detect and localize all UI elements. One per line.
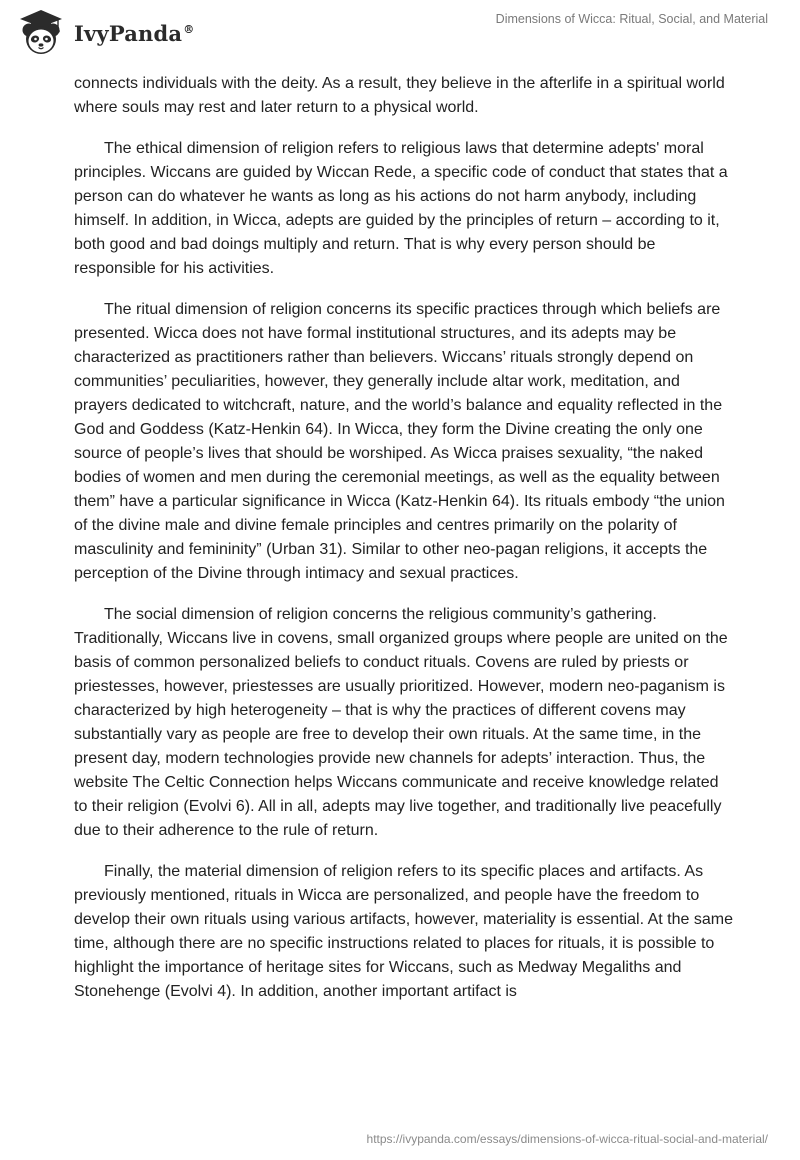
- paragraph-ritual-dimension: The ritual dimension of religion concerns its specific practices through which beliefs are presented. Wicca does not have formal institutional structures, and its adepts may be characterized as practitioners rather than believers. Wiccans’ rituals strongly depend on communities’ peculiarities, however, they generally include altar work, meditation, and prayers dedicated to witchcraft, nature, and the world’s balance and equality reflected in the God and Goddess (Katz-Henkin 64). In Wicca, they form the Divine creating the only one source of people’s lives that should be worshiped. As Wicca praises sexuality, “the naked bodies of women and men during the ceremonial meetings, as well as the equality between them” have a particular significance in Wicca (Katz-Henkin 64). Its rituals embody “the union of the divine male and divine female principles and centres primarily on the polarity of masculinity and femininity” (Urban 31). Similar to other neo-pagan religions, it accepts the perception of the Divine through intimacy and sexual practices.: [74, 301, 725, 582]
- paragraph-continuation: connects individuals with the deity. As a result, they believe in the afterlife in a spiritual world where souls may rest and later return to a physical world.: [74, 75, 725, 116]
- paragraph-social-dimension: The social dimension of religion concerns the religious community’s gathering. Traditionally, Wiccans live in covens, small organized groups where people are united on the basis of common personalized beliefs to conduct rituals. Covens are ruled by priests or priestesses, however, priestesses are usually prioritized. However, modern neo-paganism is characterized by high heterogeneity – that is why the practices of different covens may substantially vary as people are free to develop their own rituals. At the same time, in the present day, modern technologies provide new channels for adepts’ interaction. Thus, the website The Celtic Connection helps Wiccans communicate and receive knowledge related to their religion (Evolvi 6). All in all, adepts may live together, and traditionally live peacefully due to their adherence to the rule of return.: [74, 606, 728, 839]
- panda-graduation-cap-icon: [14, 6, 68, 60]
- document-title: Dimensions of Wicca: Ritual, Social, and Material: [495, 12, 768, 26]
- brand-logo[interactable]: [14, 6, 194, 60]
- essay-body: [74, 72, 734, 1021]
- paragraph-material-dimension: Finally, the material dimension of religion refers to its specific places and artifacts. As previously mentioned, rituals in Wicca are personalized, and people have the freedom to develop their own rituals using various artifacts, however, materiality is essential. At the same time, although there are no specific instructions related to places for rituals, it is possible to highlight the importance of heritage sites for Wiccans, such as Medway Megaliths and Stonehenge (Evolvi 4). In addition, another important artifact is: [74, 863, 733, 1000]
- registered-mark: ®: [183, 22, 195, 36]
- brand-name: IvyPanda®: [74, 20, 195, 46]
- paragraph-ethical-dimension: The ethical dimension of religion refers to religious laws that determine adepts' moral principles. Wiccans are guided by Wiccan Rede, a specific code of conduct that states that a person can do whatever he wants as long as his actions do not harm anybody, including himself. In addition, in Wicca, adepts are guided by the principles of return – according to it, both good and bad doings multiply and return. That is why every person should be responsible for his activities.: [74, 140, 728, 277]
- page-header: [0, 0, 800, 68]
- source-url[interactable]: https://ivypanda.com/essays/dimensions-of-wicca-ritual-social-and-material/: [366, 1132, 768, 1146]
